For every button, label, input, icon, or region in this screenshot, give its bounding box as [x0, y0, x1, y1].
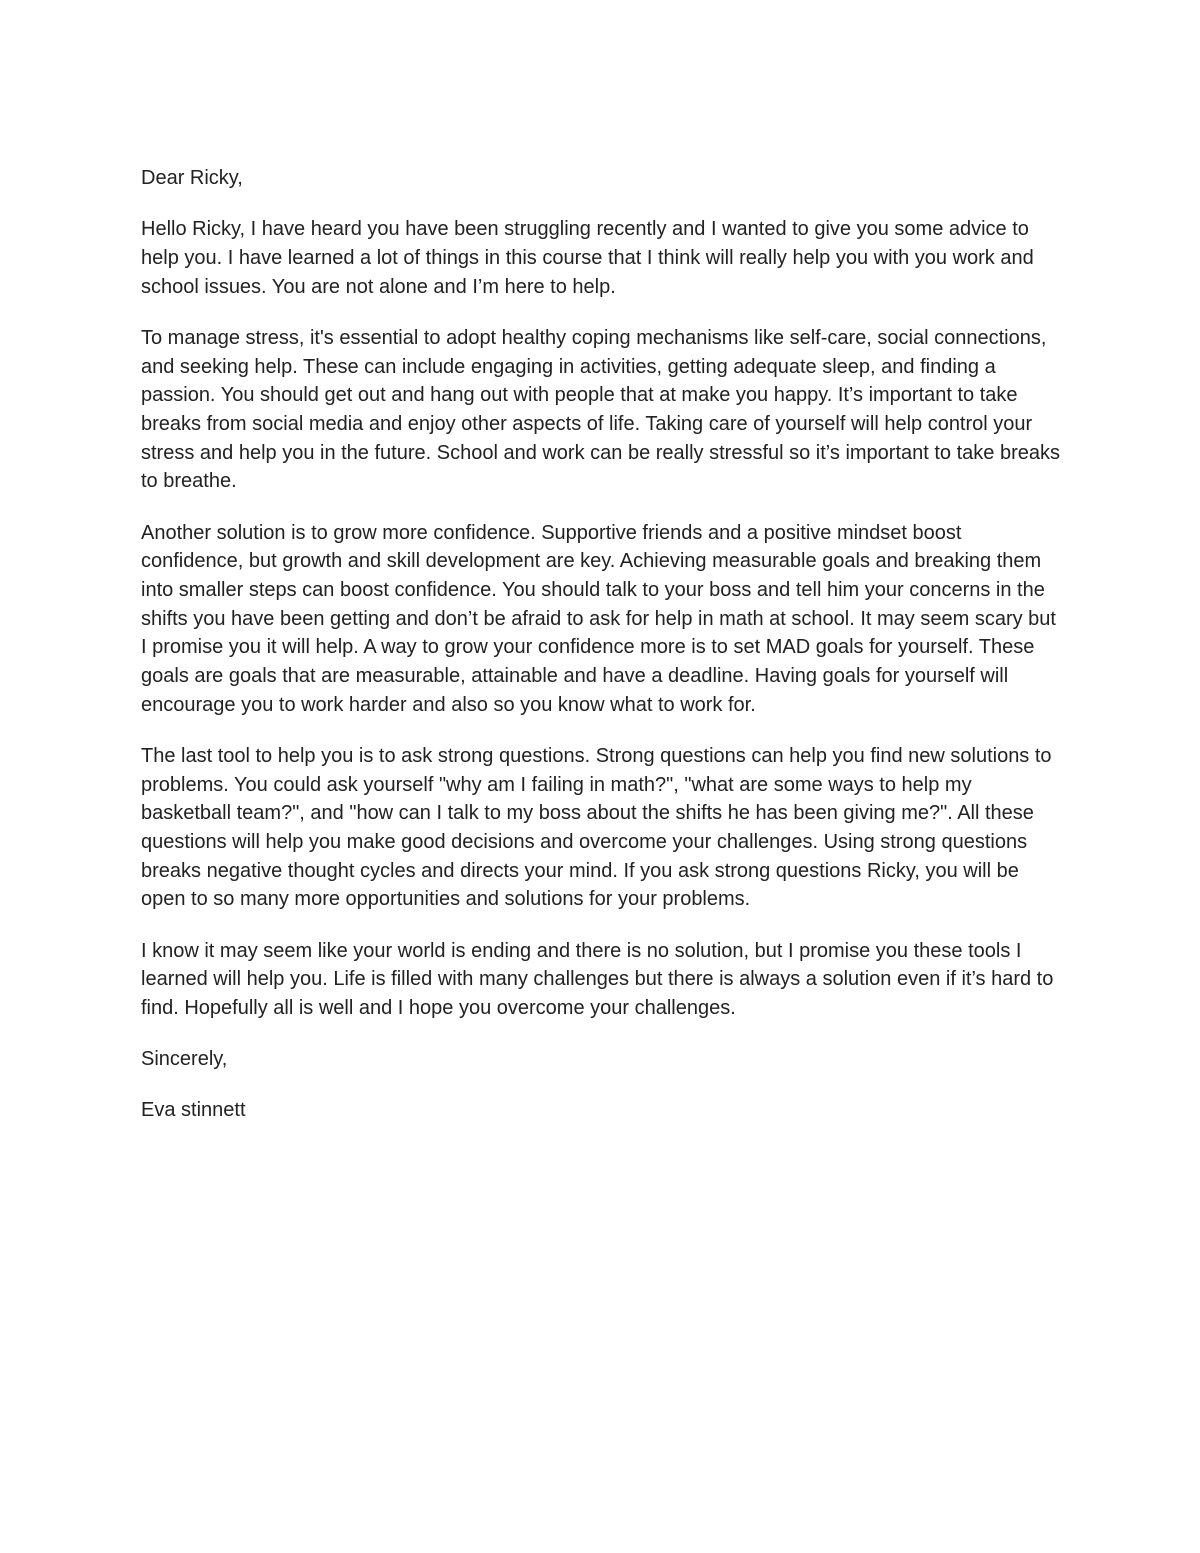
paragraph-greeting: Hello Ricky, I have heard you have been struggling recently and I wanted to give you some advice to help you. I have learned a lot of things in this course that I think will really help you with you work and school issues. You are not alone and I’m here to help. [141, 218, 1034, 298]
paragraph-conclusion: I know it may seem like your world is ending and there is no solution, but I promise you these tools I learned will help you. Life is filled with many challenges but there is always a solution even if it’s hard to find. Hopefully all is well and I hope you overcome your challenges. [141, 939, 1054, 1020]
paragraph-strong-questions: The last tool to help you is to ask strong questions. Strong questions can help you find new solutions to problems. You could ask yourself "why am I failing in math?", "what are some ways to help my basketball team?", and "how can I talk to my boss about the shifts he has been giving me?". All these questions will help you make good decisions and overcome your challenges. Using strong questions breaks negative thought cycles and directs your mind. If you ask strong questions Ricky, you will be open to so many more opportunities and solutions for your problems. [141, 744, 1052, 911]
paragraph-confidence: Another solution is to grow more confidence. Supportive friends and a positive mindset boost confidence, but growth and skill development are key. Achieving measurable goals and breaking them into smaller steps can boost confidence. You should talk to your boss and tell him your concerns in the shifts you have been getting and don’t be afraid to ask for help in math at school. It may seem scary but I promise you it will help. A way to grow your confidence more is to set MAD goals for yourself. These goals are goals that are measurable, attainable and have a deadline. Having goals for yourself will encourage you to work harder and also so you know what to work for. [141, 521, 1056, 716]
signature: Eva stinnett [141, 1099, 246, 1122]
letter-body [141, 164, 1066, 1148]
salutation: Dear Ricky, [141, 167, 243, 189]
closing: Sincerely, [141, 1048, 228, 1071]
paragraph-stress: To manage stress, it's essential to adopt healthy coping mechanisms like self-care, social connections, and seeking help. These can include engaging in activities, getting adequate sleep, and finding a passion. You should get out and hang out with people that at make you happy. It’s important to take breaks from social media and enjoy other aspects of life. Taking care of yourself will help control your stress and help you in the future. School and work can be really stressful so it’s important to take breaks to breathe. [141, 326, 1060, 493]
